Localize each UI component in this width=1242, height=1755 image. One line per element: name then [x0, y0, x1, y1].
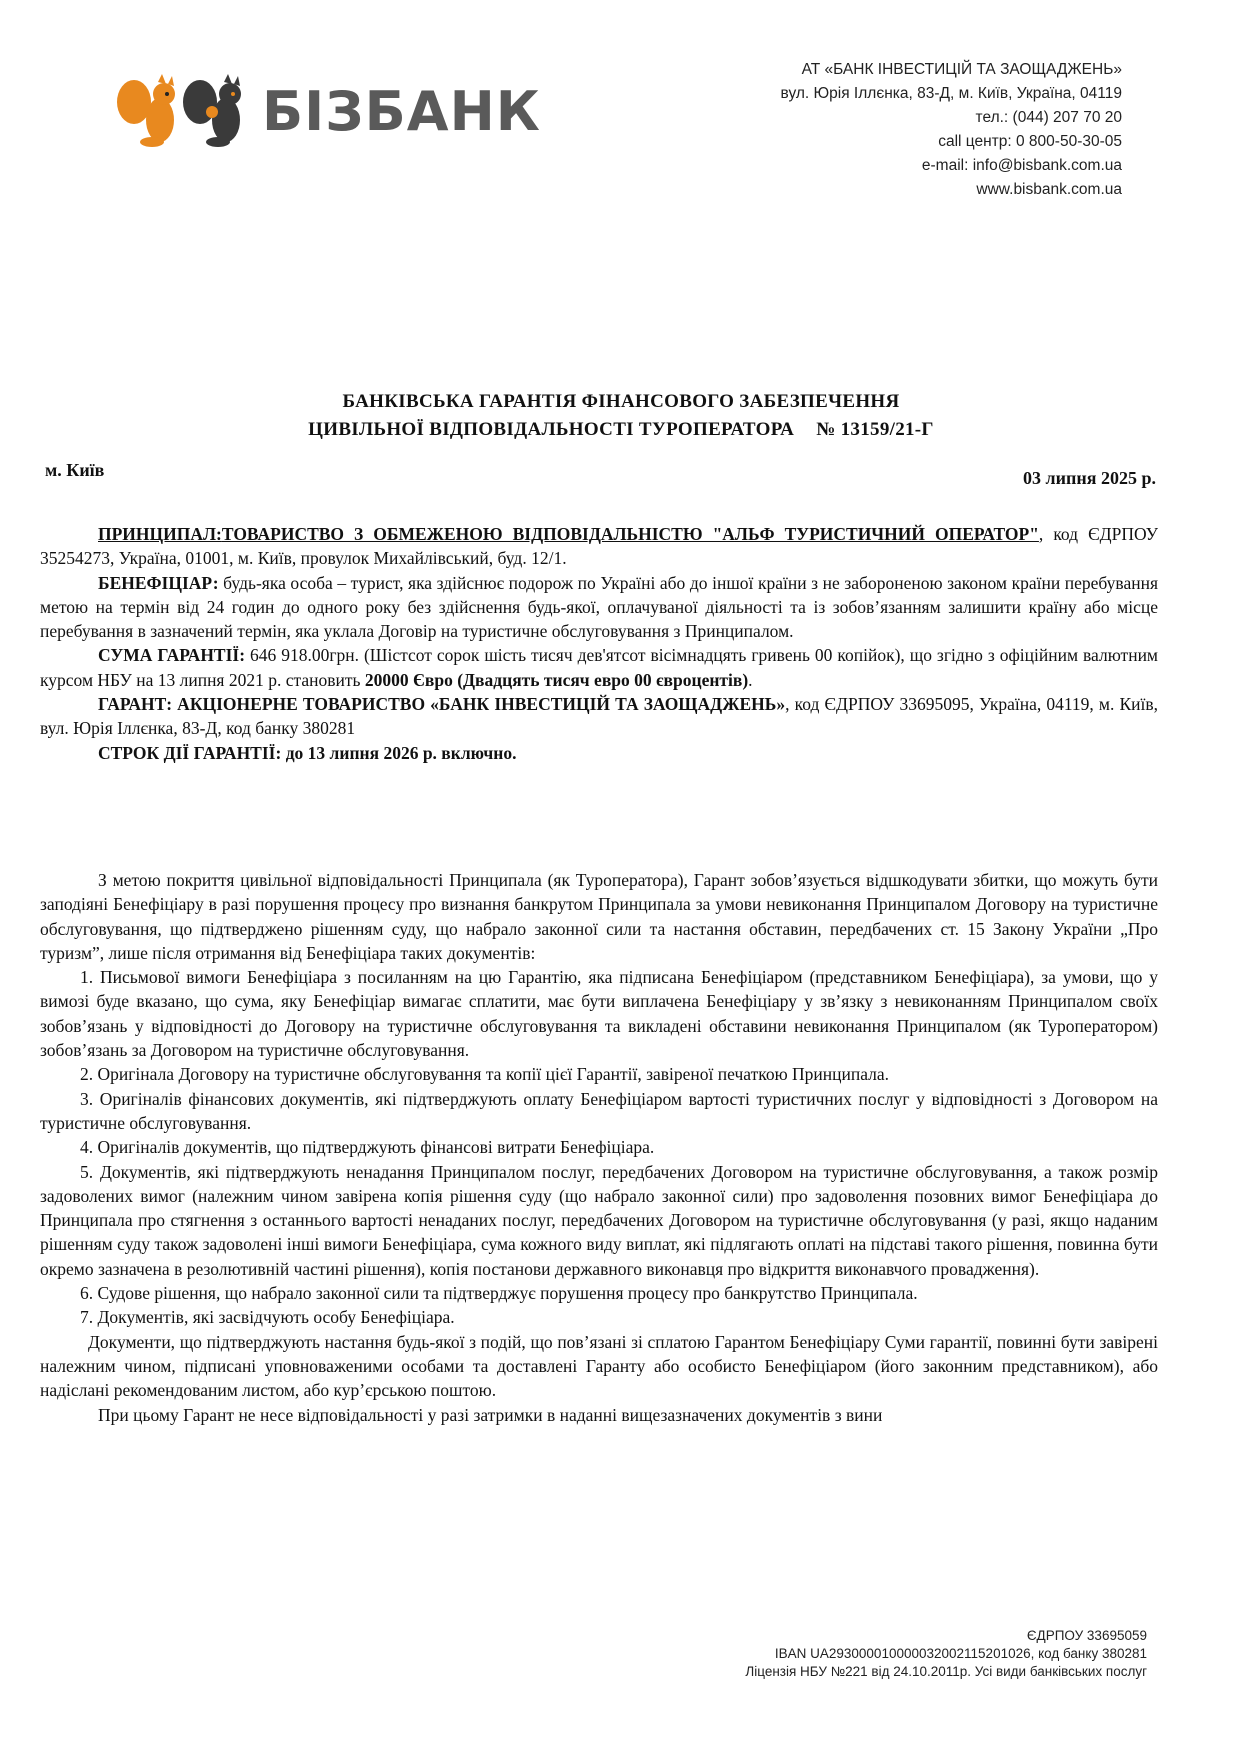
list-item: 4. Оригіналів документів, що підтверджують фінансові витрати Бенефіціара. — [80, 1137, 655, 1158]
footer-iban: IBAN UA293000010000032002115201026, код банку 380281 — [774, 1646, 1147, 1661]
footer-block — [745, 1627, 1147, 1681]
list-item: 7. Документів, які засвідчують особу Бенефіціара. — [80, 1307, 455, 1328]
document-date: 03 липня 2025 р. — [1023, 468, 1156, 488]
list-item: 6. Судове рішення, що набрало законної сили та підтверджує порушення процесу про банкрутство Принципала. — [80, 1283, 918, 1304]
squirrels-logo-icon — [112, 72, 250, 152]
documents-note: Документи, що підтверджують настання будь-якої з подій, що пов’язані зі сплатою Гарантом Бенефіціару Суми гарантії, повинні бути завірені належним чином, підписані уповноваженими особами та доставлені Гаранту або особисто Бенефіціаром (його законним представником), або надіслані рекомендованим листом, або кур’єрською поштою. — [40, 1331, 1158, 1401]
principal-label: ПРИНЦИПАЛ: — [98, 524, 222, 544]
title-line-1: БАНКІВСЬКА ГАРАНТІЯ ФІНАНСОВОГО ЗАБЕЗПЕЧЕННЯ — [342, 391, 900, 412]
amount-text: 646 918.00грн. (Шістсот сорок шість тисяч дев'ятсот вісімнадцять гривень 00 копійок), що згідно з офіційним валютним курсом НБУ на 13 липня 2021 р. становить — [40, 645, 1159, 690]
principal-paragraph — [40, 522, 1158, 571]
logo-text: БІЗБАНК — [262, 80, 541, 143]
guarantor-paragraph — [40, 692, 1158, 741]
list-item: 1. Письмової вимоги Бенефіціара з посиланням на цю Гарантію, яка підписана Бенефіціаром (представником Бенефіціара), за умови, що у вимозі буде вказано, що сума, яку Бенефіціар вимагає сплатити, має бути виплачена Бенефіціару у зв’язку з невиконанням Принципалом своїх зобов’язань у відповідності до Договору на туристичне обслуговування та викладені обставини невиконання Принципалом (як Туроператором) зобов’язань за Договором на туристичне обслуговування. — [40, 967, 1158, 1061]
bank-phone: тел.: (044) 207 70 20 — [975, 109, 1122, 126]
term-label: СТРОК ДІЇ ГАРАНТІЇ: — [98, 742, 282, 763]
footer-edrpou: ЄДРПОУ 33695059 — [1026, 1628, 1147, 1643]
beneficiary-text: будь-яка особа – турист, яка здійснює подорож по Україні або до іншої країни з не забороненою законом країни перебування метою на термін від 24 годин до одного року без здійснення будь-якої, оплачуваної діяльності та із зобов’язанням залишити країну або місце перебування в зазначений термін, яка уклала Договір на туристичне обслуговування з Принципалом. — [40, 572, 1158, 642]
last-line: При цьому Гарант не несе відповідальності у разі затримки в наданні вищезазначених документів з вини — [98, 1404, 883, 1425]
city: м. Київ — [45, 460, 105, 480]
list-item: 2. Оригінала Договору на туристичне обслуговування та копії цієї Гарантії, завіреної печаткою Принципала. — [80, 1064, 890, 1085]
document-title — [0, 388, 1242, 444]
amount-label: СУМА ГАРАНТІЇ: — [98, 645, 246, 666]
principal-name: ТОВАРИСТВО З ОБМЕЖЕНОЮ ВІДПОВІДАЛЬНІСТЮ "АЛЬФ ТУРИСТИЧНИЙ ОПЕРАТОР" — [221, 524, 1039, 544]
bank-website: www.bisbank.com.ua — [976, 181, 1122, 198]
bank-email: e-mail: info@bisbank.com.ua — [921, 157, 1122, 174]
list-item: 5. Документів, які підтверджують ненадання Принципалом послуг, передбачених Договором на туристичне обслуговування, а також розмір задоволених вимог (належним чином завірена копія рішення суду (що набрало законної сили) про задоволення позовних вимог Бенефіціара до Принципала про стягнення з останнього вартості ненаданих послуг, передбачених Договором на туристичне обслуговування (у разі, якщо наданим рішенням суду також задоволені інші вимоги Бенефіціара, сума кожного виду виплат, які підлягають оплаті на підставі такого рішення, повинна бути окремо зазначена в резолютивній частині рішення), копія постанови державного виконавця про відкриття виконавчого провадження). — [40, 1161, 1158, 1279]
term-text: до 13 липня 2026 р. включно. — [281, 742, 517, 763]
parties-block — [40, 522, 1158, 765]
bank-contact-block — [781, 58, 1122, 202]
footer-license: Ліцензія НБУ №221 від 24.10.2011р. Усі види банківських послуг — [745, 1664, 1147, 1679]
principal-details: , код ЄДРПОУ 35254273, Україна, 01001, м. Київ, провулок Михайлівський, буд. 12/1. — [40, 524, 1158, 569]
guarantor-label: ГАРАНТ: — [98, 694, 173, 715]
bank-name: АТ «БАНК ІНВЕСТИЦІЙ ТА ЗАОЩАДЖЕНЬ» — [801, 61, 1122, 78]
title-line-2: ЦИВІЛЬНОЇ ВІДПОВІДАЛЬНОСТІ ТУРОПЕРАТОРА № 13159/21-Г — [308, 419, 934, 440]
term-paragraph — [40, 741, 1158, 765]
beneficiary-paragraph — [40, 571, 1158, 644]
bank-logo — [112, 72, 541, 152]
guarantor-name: АКЦІОНЕРНЕ ТОВАРИСТВО «БАНК ІНВЕСТИЦІЙ ТА ЗАОЩАДЖЕНЬ» — [172, 694, 786, 715]
list-item: 3. Оригіналів фінансових документів, які підтверджують оплату Бенефіціаром вартості туристичних послуг у відповідності з Договором на туристичне обслуговування. — [40, 1088, 1158, 1133]
intro-paragraph: З метою покриття цивільної відповідальності Принципала (як Туроператора), Гарант зобов’язується відшкодувати збитки, що можуть бути заподіяні Бенефіціару в разі порушення процесу про визнання банкрутом Принципала за умови невиконання Принципалом Договору на туристичне обслуговування, що підтверджено рішенням суду, що набрало законної сили та настання обставин, передбачених ст. 15 Закону України „Про туризм”, лише після отримання від Бенефіціара таких документів: — [40, 870, 1158, 963]
guarantor-details: , код ЄДРПОУ 33695095, Україна, 04119, м. Київ, вул. Юрія Іллєнка, 83-Д, код банку 380281 — [40, 694, 1159, 739]
main-text-block — [40, 868, 1158, 1427]
bank-address: вул. Юрія Іллєнка, 83-Д, м. Київ, Україна, 04119 — [780, 85, 1122, 102]
amount-paragraph: СУМА ГАРАНТІЇ: 646 918.00грн. (Шістсот сорок шість тисяч дев'ятсот вісімнадцять гривень 00 копійок), що згідно з офіційним валютним курсом НБУ на 13 липня 2021 р. становить 20000 Євро (Двадцять тисяч евро 00 євроцентів). — [40, 645, 1159, 690]
amount-eur: 20000 Євро (Двадцять тисяч евро 00 євроцентів) — [364, 669, 749, 690]
beneficiary-label: БЕНЕФІЦІАР: — [98, 572, 219, 593]
guarantee-number: № 13159/21-Г — [816, 419, 934, 440]
bank-call-center: call центр: 0 800-50-30-05 — [938, 133, 1122, 150]
